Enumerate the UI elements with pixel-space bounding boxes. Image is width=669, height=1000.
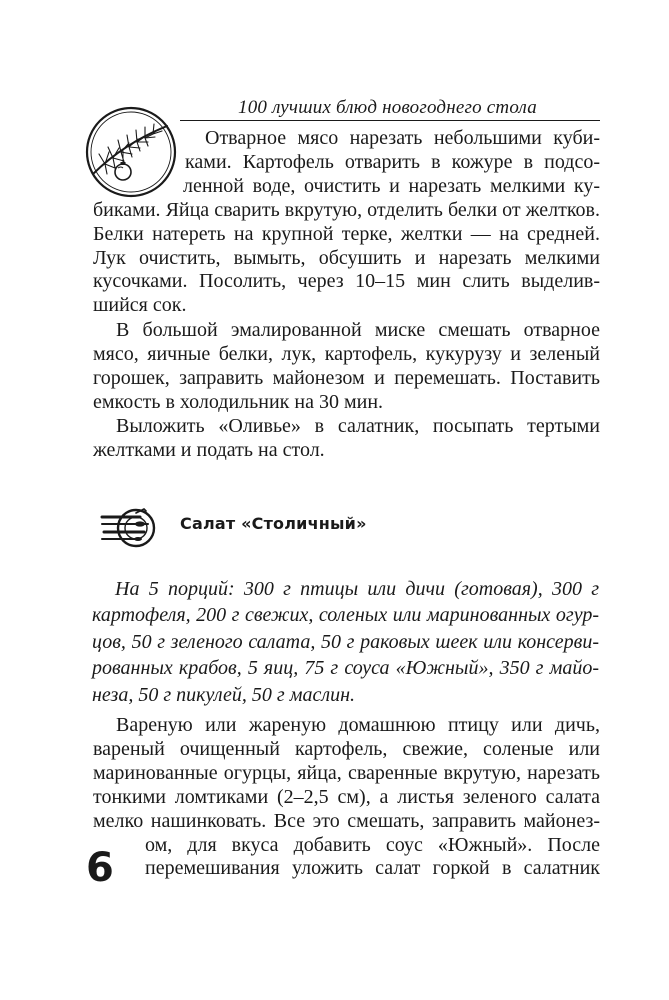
text-line: перемешивания уложить салат горкой в салатник: [145, 857, 600, 880]
running-title: 100 лучших блюд новогоднего стола: [238, 97, 537, 118]
plate-cutlery-icon: [100, 504, 158, 552]
text-line: ленной воде, очистить и нарезать мелкими ку-: [183, 174, 600, 197]
header-rule: [180, 120, 600, 121]
paragraph-2: [93, 319, 600, 415]
text-line: В большой эмалированной миске смешать отварное: [116, 319, 600, 341]
text-line: Вареную или жареную домашнюю птицу или дичь,: [116, 714, 600, 736]
text-line: желтками и подать на стол.: [93, 438, 325, 461]
ingredient-line: рованных крабов, 5 яиц, 75 г соуса «Южный», 350 г майо-: [92, 657, 599, 680]
ingredient-line: На 5 порций: 300 г птицы или дичи (готовая), 300 г: [115, 578, 599, 600]
ingredient-line: цов, 50 г зеленого салата, 50 г раковых шеек или консерви-: [92, 630, 599, 653]
text-line: биками. Яйца сварить вкрутую, отделить белки от желтков.: [93, 198, 600, 221]
text-line: маринованные огурцы, яйца, сваренные вкрутую, нарезать: [93, 761, 600, 784]
text-line: ом, для вкуса добавить соус «Южный». После: [145, 833, 600, 856]
text-line: Лук очистить, вымыть, обсушить и нарезать мелкими: [93, 246, 600, 269]
ingredient-line: неза, 50 г пикулей, 50 г маслин.: [92, 683, 356, 706]
paragraph-3: [93, 415, 600, 463]
recipe-method: [93, 714, 600, 881]
text-line: кусочками. Посолить, через 10–15 мин слить выделив-: [93, 270, 600, 293]
text-line: емкость в холодильник на 30 мин.: [93, 390, 384, 413]
ingredient-line: картофеля, 200 г свежих, соленых или маринованных огур-: [92, 604, 599, 627]
paragraph-1: [93, 127, 600, 318]
text-line: Выложить «Оливье» в салатник, посыпать тертыми: [116, 415, 600, 437]
text-line: Белки натереть на крупной терке, желтки — на средней.: [93, 222, 600, 245]
text-line: мелко нашинковать. Все это смешать, заправить майонез-: [93, 809, 600, 832]
text-line: ками. Картофель отварить в кожуре в подсо-: [185, 150, 600, 173]
ingredients-list: [92, 576, 599, 708]
page-number: 6: [86, 845, 114, 891]
text-line: Отварное мясо нарезать небольшими куби-: [205, 127, 600, 149]
text-line: вареный очищенный картофель, свежие, соленые или: [93, 737, 600, 760]
text-line: горошек, заправить майонезом и перемешать. Поставить: [93, 366, 600, 389]
text-line: тонкими ломтиками (2–2,5 см), а листья зеленого салата: [93, 785, 600, 808]
recipe-title: Салат «Столичный»: [180, 514, 367, 533]
text-line: шийся сок.: [93, 294, 187, 317]
text-line: мясо, яичные белки, лук, картофель, кукурузу и зеленый: [93, 342, 600, 365]
